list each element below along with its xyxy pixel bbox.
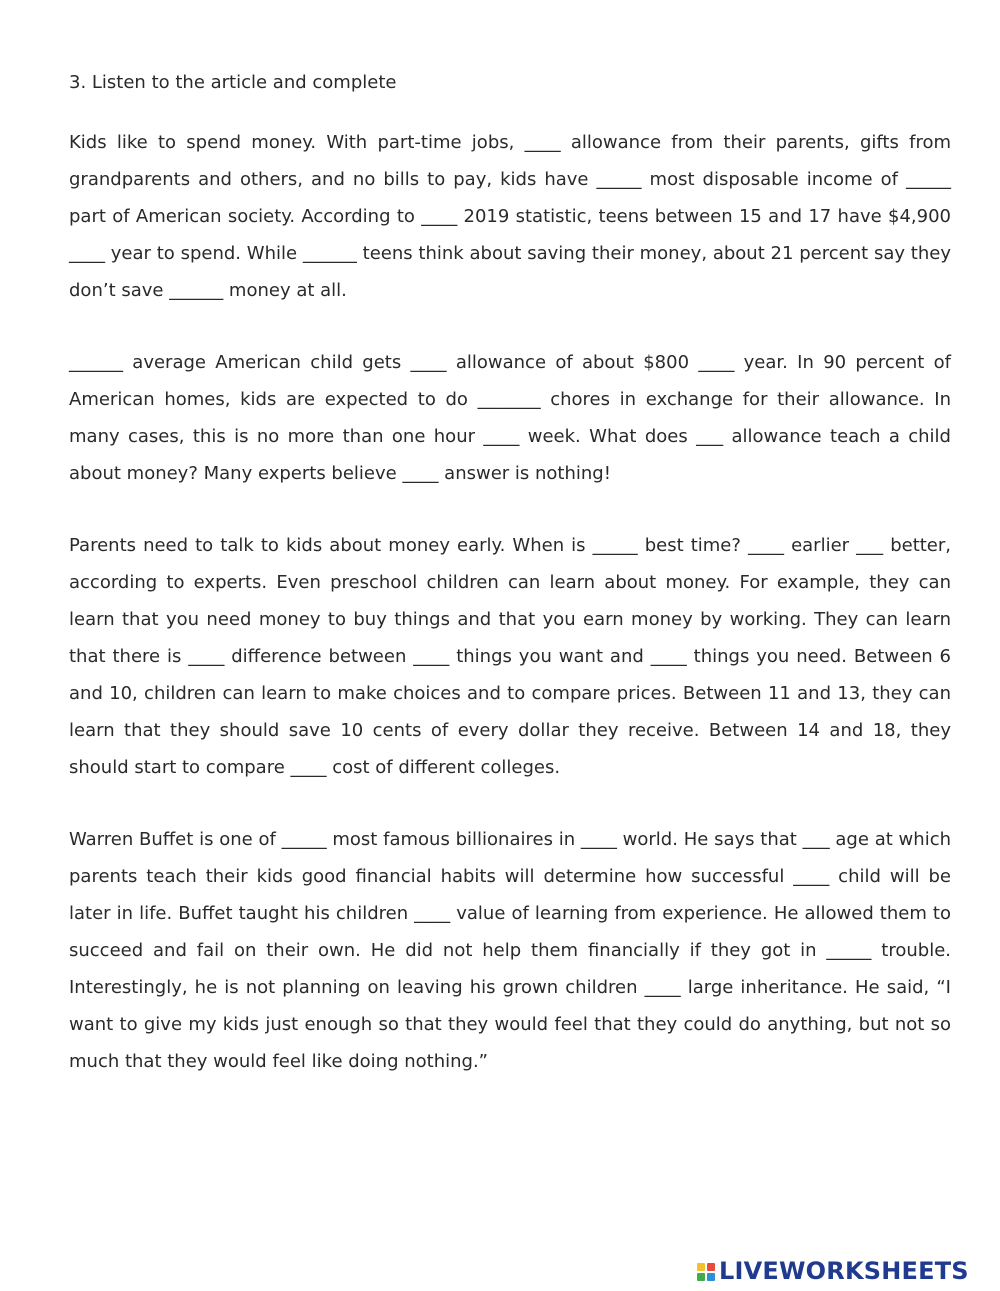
paragraph-2: ______ average American child gets ____ allowance of about $800 ____ year. In 90 percent of American homes, kids are expected to do _______ chores in exchange for their allowance. In many cases, this is no more than one hour ____ week. What does ___ allowance teach a child about money? Many experts believe ____ answer is nothing! bbox=[69, 352, 951, 484]
logo-block bbox=[707, 1263, 715, 1271]
exercise-heading: 3. Listen to the article and complete bbox=[69, 72, 397, 93]
logo-block bbox=[697, 1263, 705, 1271]
paragraph-3: Parents need to talk to kids about money early. When is _____ best time? ____ earlier ___ better, according to experts. Even preschool children can learn about money. For example, they can learn that you need money to buy things and that you earn money by working. They can learn that there is ____ difference between ____ things you want and ____ things you need. Between 6 and 10, children can learn to make choices and to compare prices. Between 11 and 13, they can learn that they should save 10 cents of every dollar they receive. Between 14 and 18, they should start to compare ____ cost of different colleges. bbox=[69, 535, 951, 778]
logo-text: LIVEWORKSHEETS bbox=[719, 1257, 969, 1285]
paragraph-1: Kids like to spend money. With part-time jobs, ____ allowance from their parents, gifts from grandparents and others, and no bills to pay, kids have _____ most disposable income of _____ part of American society. According to ____ 2019 statistic, teens between 15 and 17 have $4,900 ____ year to spend. While ______ teens think about saving their money, about 21 percent say they don’t save ______ money at all. bbox=[69, 132, 951, 301]
liveworksheets-logo bbox=[697, 1256, 969, 1286]
logo-block bbox=[707, 1273, 715, 1281]
logo-blocks-icon bbox=[697, 1263, 715, 1281]
logo-block bbox=[697, 1273, 705, 1281]
paragraph-4: Warren Buffet is one of _____ most famous billionaires in ____ world. He says that ___ age at which parents teach their kids good financial habits will determine how successful ____ child will be later in life. Buffet taught his children ____ value of learning from experience. He allowed them to succeed and fail on their own. He did not help them financially if they got in _____ trouble. Interestingly, he is not planning on leaving his grown children ____ large inheritance. He said, “I want to give my kids just enough so that they would feel that they could do anything, but not so much that they would feel like doing nothing.” bbox=[69, 829, 951, 1072]
worksheet-page bbox=[69, 68, 951, 1115]
